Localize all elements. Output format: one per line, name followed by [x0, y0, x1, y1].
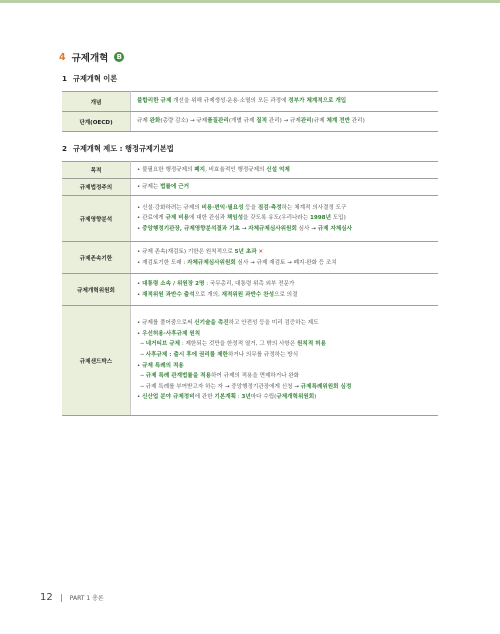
row-value: • 규제 존속(재검토) 기한은 원칙적으로 5년 초과 ✕ • 재검토기한 도래 : 자체규제심사위원회 심사 → 규제 재검토 → 폐지·완화 등 조치	[131, 242, 439, 274]
table-row	[62, 274, 438, 306]
row-label: 개념	[62, 92, 131, 112]
table-row	[62, 242, 438, 274]
table-row	[62, 179, 438, 196]
row-value: 불합리한 규제 개선을 위해 규제생성·운용·소멸의 모든 과정에 정부가 체계적으로 개입	[131, 92, 439, 112]
section-title	[59, 50, 124, 64]
regulation-law-table	[62, 161, 438, 416]
subsection-2-number: 2	[62, 144, 68, 153]
row-value: • 신설·강화하려는 규제의 비용·편익·필요성 등을 점검·측정하는 체계적 의사결정 도구 • 관료에게 규제 비용에 대한 관심과 책임성을 갖도록 유도(우리나라는 1998년 도입) • 중앙행정기관장, 규제영향분석결과 기초 → 자체규제심사위원회 심사 → 규제 자체심사	[131, 196, 439, 242]
subsection-2-text: 규제개혁 제도 : 행정규제기본법	[73, 144, 174, 153]
table-row	[62, 92, 438, 112]
subsection-1-text: 규제개혁 이론	[73, 74, 118, 83]
section-number: 4	[59, 51, 66, 63]
row-label: 목적	[62, 162, 131, 179]
table-row	[62, 306, 438, 416]
subsection-1-number: 1	[62, 74, 68, 83]
row-label: 단계(OECD)	[62, 112, 131, 132]
row-label: 규제개혁위원회	[62, 274, 131, 306]
row-value: • 불필요한 행정규제의 폐지, 비효율적인 행정규제의 신설 억제	[131, 162, 439, 179]
row-label: 규제샌드박스	[62, 306, 131, 416]
subsection-1-title	[62, 74, 117, 84]
top-accent-line	[0, 0, 500, 3]
grade-badge: B	[114, 52, 124, 62]
part-label: PART 1 총론	[69, 595, 104, 602]
theory-table	[62, 91, 438, 132]
section-title-text: 규제개혁	[71, 53, 109, 64]
row-value: 규제 완화(총량 감소) → 규제품질관리(개별 규제 질적 관리) → 규제관리(규제 체계 전반 관리)	[131, 112, 439, 132]
footer-divider	[61, 594, 62, 602]
row-value: • 규제를 풀어줌으로써 신기술을 촉진하고 안전성 등을 미리 검증하는 제도 • 우선허용·사후규제 원칙 ─ 네거티브 규제 : 제한되는 것만을 한정적 열거, 그 밖의 사항은 원칙적 허용 ─ 사후규제 : 출시 후에 권리를 제한하거나 의무를 규정하는 방식 • 규제 특례의 적용 ─ 규제 특례 관계법률을 적용하여 규제의 적용을 면제하거나 완화 ─ 규제 특례를 부여받고자 하는 자 → 중앙행정기관장에게 신청 → 규제특례위원회 심정 • 신산업 분야 규제정비에 관한 기본계획 : 3년마다 수립(규제개혁위원회)	[131, 306, 439, 416]
row-label: 규제법정주의	[62, 179, 131, 196]
table-row	[62, 196, 438, 242]
row-value: • 규제는 법률에 근거	[131, 179, 439, 196]
page-number: 12	[40, 592, 53, 603]
page-footer	[40, 592, 104, 603]
table-row	[62, 112, 438, 132]
table-row	[62, 162, 438, 179]
subsection-2-title	[62, 144, 174, 154]
row-value: • 대통령 소속 / 위원장 2명 : 국무총리, 대통령 위촉 외부 전문가 • 재적위원 과반수 출석으로 개의, 재적위원 과반수 찬성으로 의결	[131, 274, 439, 306]
row-label: 규제존속기한	[62, 242, 131, 274]
row-label: 규제영향분석	[62, 196, 131, 242]
